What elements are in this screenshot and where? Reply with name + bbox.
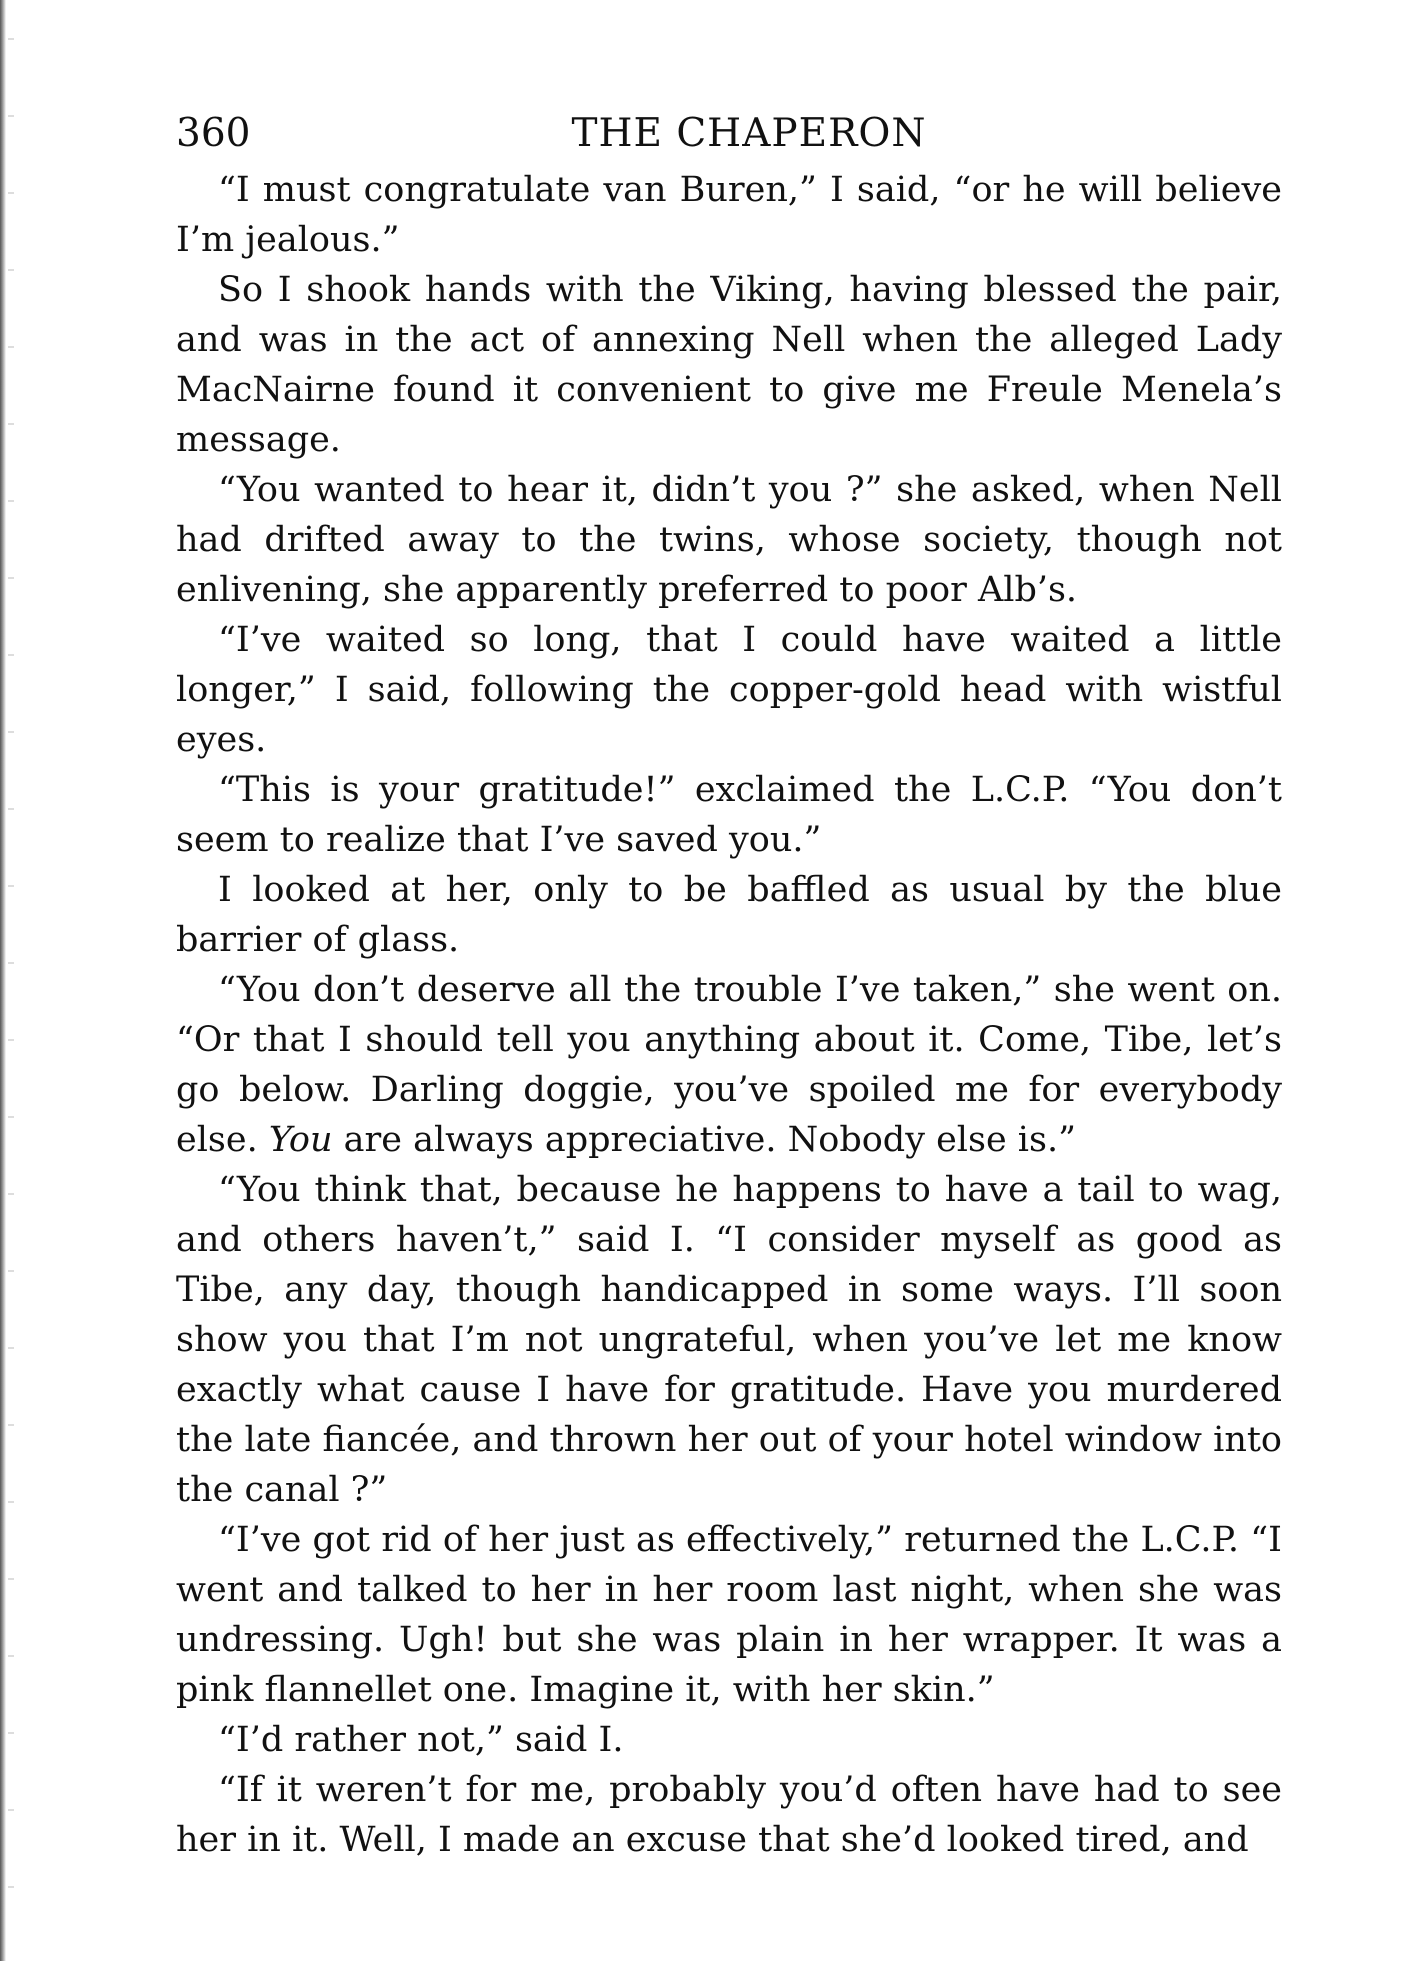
paragraph: “I’ve waited so long, that I could have waited a little longer,” I said, following the copper-gold head with wistful eyes. <box>176 620 1282 760</box>
paragraph: “I’d rather not,” said I. <box>218 1720 624 1760</box>
paragraph: “This is your gratitude!” exclaimed the L.C.P. “You don’t seem to realize that I’ve saved you.” <box>176 770 1282 860</box>
paragraph: “I must congratulate van Buren,” I said, “or he will believe I’m jealous.” <box>176 170 1282 260</box>
paragraph: “I’ve got rid of her just as effectively,” returned the L.C.P. “I went and talked to her in her room last night, when she was undressing. Ugh! but she was plain in her wrapper. It was a pink flannellet one. Imagine it, with her skin.” <box>176 1520 1282 1710</box>
emphasized-word: You <box>268 1120 333 1160</box>
paragraph: So I shook hands with the Viking, having blessed the pair, and was in the act of annexing Nell when the alleged Lady MacNairne found it convenient to give me Freule Menela’s message. <box>176 270 1282 460</box>
body-text <box>176 165 1282 1865</box>
page-edge-shadow <box>0 0 6 1961</box>
page-edge-speckles <box>8 0 14 1961</box>
paragraph-text: are always appreciative. Nobody else is.” <box>332 1120 1076 1160</box>
paragraph: “You think that, because he happens to have a tail to wag, and others haven’t,” said I. “I consider myself as good as Tibe, any day, though handicapped in some ways. I’ll soon show you that I’m not ungrateful, when you’ve let me know exactly what cause I have for gratitude. Have you murdered the late fiancée, and thrown her out of your hotel window into the canal ?” <box>176 1170 1282 1510</box>
running-head <box>176 103 1282 165</box>
paragraph: I looked at her, only to be baffled as usual by the blue barrier of glass. <box>176 870 1282 960</box>
paragraph-text: “You don’t deserve all the trouble I’ve taken,” she went on. “Or that I should tell you anything about it. Come, Tibe, let’s go below. Darling doggie, you’ve spoiled me for everybody else. <box>176 970 1282 1160</box>
paragraph: “If it weren’t for me, probably you’d often have had to see her in it. Well, I made an excuse that she’d looked tired, and <box>176 1770 1282 1860</box>
paragraph: “You wanted to hear it, didn’t you ?” she asked, when Nell had drifted away to the twins, whose society, though not enlivening, she apparently preferred to poor Alb’s. <box>176 470 1282 610</box>
paragraph <box>176 965 1282 1165</box>
book-page <box>176 103 1282 1865</box>
page-number: 360 <box>176 111 251 156</box>
running-title: THE CHAPERON <box>571 111 927 156</box>
